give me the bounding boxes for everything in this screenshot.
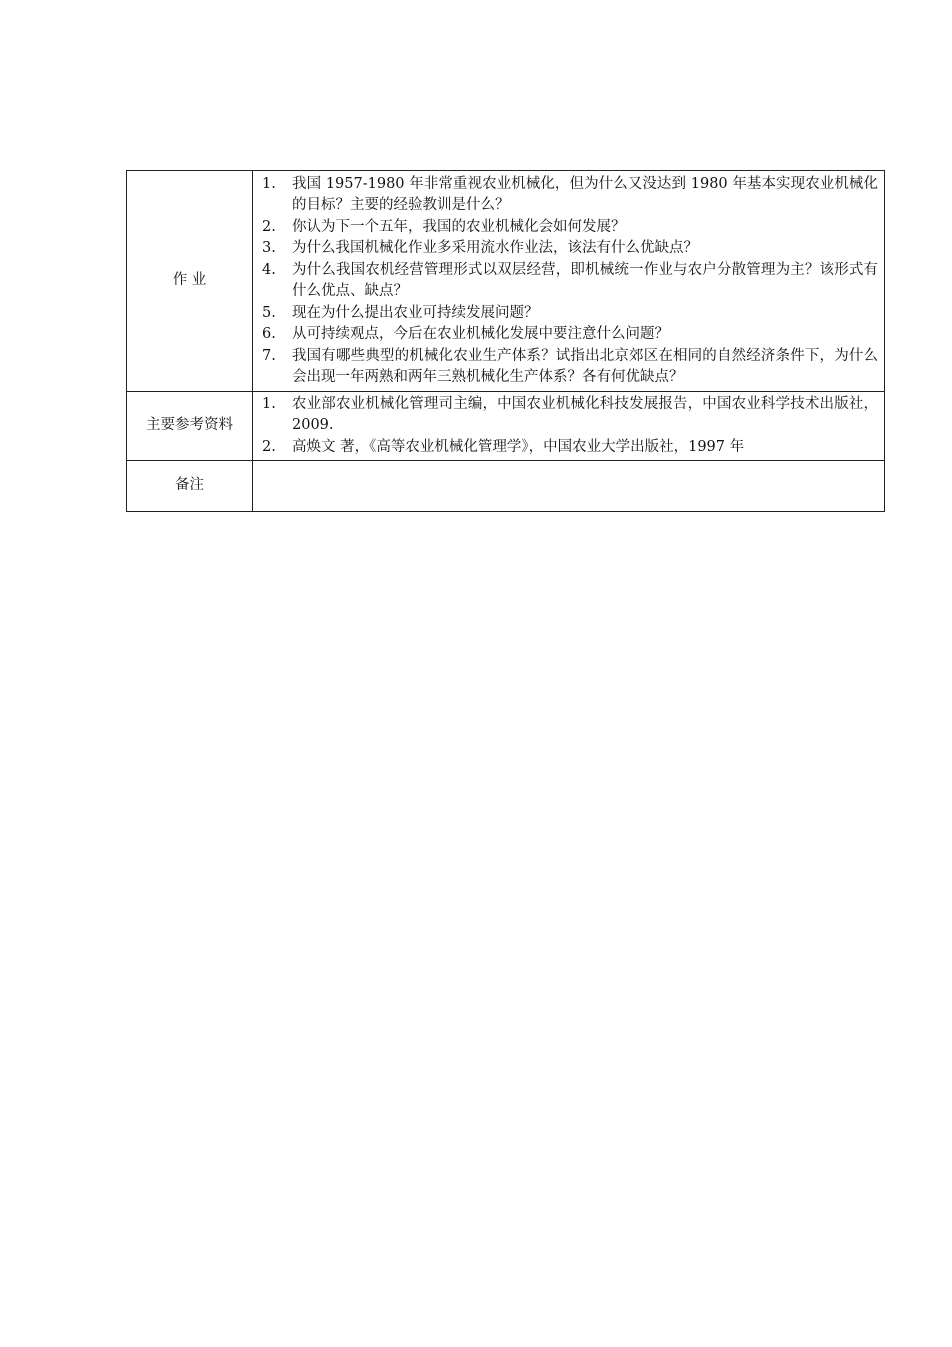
homework-list	[262, 174, 878, 389]
homework-item-text: 从可持续观点，今后在农业机械化发展中要注意什么问题？	[292, 326, 669, 342]
notes-row	[127, 461, 885, 512]
reference-item-number: 1.	[262, 395, 276, 412]
homework-item-number: 7.	[262, 347, 276, 364]
homework-item-number: 5.	[262, 304, 276, 321]
references-row	[127, 392, 885, 461]
references-label: 主要参考资料	[146, 417, 233, 434]
homework-row	[127, 171, 885, 392]
homework-item-text: 我国 1957-1980 年非常重视农业机械化，但为什么又没达到 1980 年基本实现农业机械化的目标？主要的经验教训是什么？	[292, 175, 878, 213]
notes-label-cell	[127, 461, 253, 512]
homework-item-text: 你认为下一个五年，我国的农业机械化会如何发展？	[292, 218, 626, 235]
homework-item-number: 6.	[262, 326, 276, 342]
homework-label-cell	[127, 171, 253, 392]
homework-item-number: 4.	[262, 261, 276, 278]
homework-item-number: 1.	[262, 175, 276, 192]
references-list	[262, 394, 878, 459]
reference-item-text: 高焕文 著，《高等农业机械化管理学》，中国农业大学出版社，1997 年	[292, 438, 745, 455]
homework-item-text: 为什么我国农机经营管理形式以双层经营，即机械统一作业与农户分散管理为主？该形式有什么优点、缺点？	[292, 261, 878, 299]
homework-content-cell	[253, 171, 885, 392]
homework-item	[262, 174, 878, 217]
homework-item-number: 3.	[262, 240, 276, 256]
homework-item	[262, 303, 878, 325]
homework-item	[262, 260, 878, 303]
homework-item-text: 为什么我国机械化作业多采用流水作业法，该法有什么优缺点？	[292, 240, 698, 256]
references-content-cell	[253, 392, 885, 461]
course-info-table	[126, 170, 885, 512]
reference-item-text: 农业部农业机械化管理司主编，中国农业机械化科技发展报告，中国农业科学技术出版社，2009.	[292, 395, 878, 434]
homework-item	[262, 238, 878, 260]
reference-item-number: 2.	[262, 438, 276, 455]
homework-item-text: 现在为什么提出农业可持续发展问题？	[292, 304, 539, 321]
homework-item-number: 2.	[262, 218, 276, 235]
homework-item	[262, 217, 878, 239]
references-label-cell	[127, 392, 253, 461]
homework-item-text: 我国有哪些典型的机械化农业生产体系？试指出北京郊区在相同的自然经济条件下，为什么会出现一年两熟和两年三熟机械化生产体系？各有何优缺点？	[292, 347, 878, 385]
homework-label: 作 业	[172, 272, 207, 289]
homework-item	[262, 324, 878, 346]
notes-content-cell	[253, 461, 885, 512]
reference-item	[262, 394, 878, 437]
notes-label: 备注	[175, 477, 204, 494]
reference-item	[262, 437, 878, 459]
homework-item	[262, 346, 878, 389]
